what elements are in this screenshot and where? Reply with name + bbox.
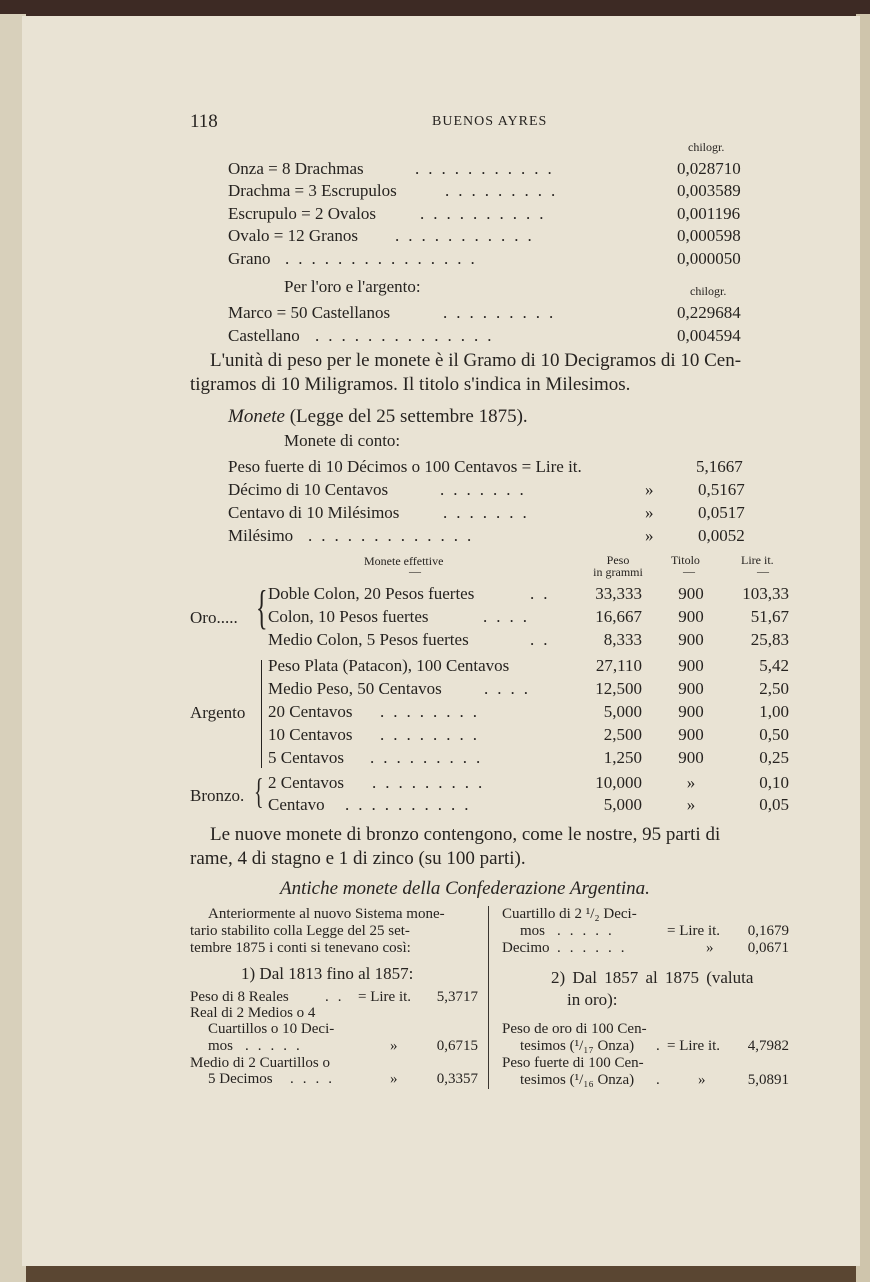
leader-dots: .... — [290, 1071, 341, 1087]
period-heading: 1) Dal 1813 fino al 1857: — [241, 964, 414, 983]
coin-titolo: 900 — [678, 630, 704, 649]
left-entry-value: 0,3357 — [436, 1071, 478, 1087]
leader-dots: ......... — [443, 303, 563, 322]
weight-label: Ovalo = 12 Granos — [228, 226, 358, 245]
coin-titolo: » — [686, 773, 696, 792]
right-entry-label: tesimos (¹/₁₇ Onza) — [520, 1038, 635, 1054]
coin-peso: 12,500 — [595, 679, 642, 698]
header-coin: Monete effettive — [364, 554, 444, 568]
conto-value: 0,0052 — [698, 526, 745, 545]
left-entry-value: 5,3717 — [436, 989, 478, 1005]
right-entry-value: 4,7982 — [747, 1038, 789, 1054]
coin-lire: 0,05 — [759, 795, 789, 814]
coin-lire: 0,10 — [759, 773, 789, 792]
intro-line: tario stabilito colla Legge del 25 set- — [190, 923, 410, 939]
coin-lire: 25,83 — [750, 630, 789, 649]
header-dash: — — [683, 564, 695, 578]
coin-peso: 8,333 — [603, 630, 642, 649]
leader-dots: ...... — [557, 940, 634, 956]
coin-name: 10 Centavos — [268, 725, 353, 744]
ditto-mark: » — [706, 940, 714, 956]
header-weight-unit: in grammi — [593, 565, 643, 579]
equals-lire: = Lire it. — [358, 989, 412, 1005]
header-dash: — — [409, 564, 421, 578]
monete-heading — [228, 406, 528, 428]
weight-label: Drachma = 3 Escrupulos — [228, 181, 397, 200]
weight-label: Escrupulo = 2 Ovalos — [228, 204, 376, 223]
weight-label: Marco = 50 Castellanos — [228, 303, 391, 322]
coin-peso: 5,000 — [603, 795, 642, 814]
coin-lire: 0,50 — [759, 725, 789, 744]
leader-dots: . — [656, 1072, 669, 1088]
group-label: Oro..... — [190, 608, 238, 627]
period-heading: 2) Dal 1857 al 1875 (valuta — [551, 968, 754, 987]
coin-titolo: 900 — [678, 607, 704, 626]
coin-lire: 5,42 — [759, 656, 789, 675]
right-entry-label: Peso fuerte di 100 Cen- — [502, 1055, 644, 1071]
coin-titolo: » — [686, 795, 696, 814]
leader-dots: .. — [530, 584, 557, 603]
gold-unit: chilogr. — [690, 284, 727, 298]
coin-name: Peso Plata (Patacon), 100 Centavos — [268, 656, 510, 675]
group-label: Bronzo. — [190, 786, 245, 805]
leader-dots: .......... — [345, 795, 478, 814]
column-separator — [488, 906, 489, 1089]
coin-titolo: 900 — [678, 702, 704, 721]
monete-heading-italic: Monete — [228, 406, 285, 427]
paragraph-line: tigramos di 10 Miligramos. Il titolo s'indica in Milesimos. — [190, 374, 631, 395]
coin-lire: 0,25 — [759, 748, 789, 767]
coin-titolo: 900 — [678, 584, 704, 603]
coin-lire: 1,00 — [759, 702, 789, 721]
right-entry-label: Cuartillo di 2 ¹/₂ Deci- — [502, 906, 637, 922]
conto-value: 5,1667 — [696, 457, 743, 476]
group-label: Argento — [190, 703, 246, 722]
weight-label: Grano — [228, 249, 271, 268]
leader-dots: .. — [325, 989, 351, 1005]
header-lire: Lire it. — [741, 553, 774, 567]
weight-value: 0,003589 — [677, 181, 741, 200]
coin-lire: 51,67 — [750, 607, 789, 626]
coin-titolo: 900 — [678, 656, 704, 675]
conto-heading: Monete di conto: — [284, 431, 401, 450]
leader-dots: .. — [530, 630, 557, 649]
leader-dots: ......... — [372, 773, 492, 792]
ditto-mark: » — [645, 526, 654, 545]
left-entry-value: 0,6715 — [436, 1038, 478, 1054]
conto-label: Centavo di 10 Milésimos — [228, 503, 400, 522]
weight-value: 0,000050 — [677, 249, 741, 268]
left-entry-label: Medio di 2 Cuartillos o — [190, 1055, 330, 1071]
page-number: 118 — [190, 111, 218, 132]
right-entry-label: mos — [520, 923, 546, 939]
coin-peso: 27,110 — [595, 656, 642, 675]
monete-heading-rest: (Legge del 25 settembre 1875). — [289, 406, 528, 427]
group-brace: { — [256, 581, 268, 634]
left-entry-label: Cuartillos o 10 Deci- — [208, 1021, 335, 1037]
right-entry-label: Decimo — [502, 940, 550, 956]
left-entry-label: Peso di 8 Reales — [190, 989, 289, 1005]
right-entry-value: 0,0671 — [747, 940, 789, 956]
leader-dots: .... — [484, 679, 537, 698]
leader-dots: ..... — [245, 1038, 309, 1054]
coin-name: 20 Centavos — [268, 702, 353, 721]
coin-titolo: 900 — [678, 679, 704, 698]
weight-value: 0,001196 — [677, 204, 741, 223]
coin-peso: 5,000 — [603, 702, 642, 721]
coin-name: Centavo — [268, 795, 325, 814]
right-entry-label: Peso de oro di 100 Cen- — [502, 1021, 647, 1037]
group-brace — [261, 660, 262, 768]
intro-line: tembre 1875 i conti si tenevano così: — [190, 940, 411, 956]
coin-name: Doble Colon, 20 Pesos fuertes — [268, 584, 475, 603]
conto-label: Milésimo — [228, 526, 294, 545]
leader-dots: ........... — [415, 159, 561, 178]
conto-value: 0,0517 — [698, 503, 745, 522]
coin-name: 2 Centavos — [268, 773, 345, 792]
conto-value: 0,5167 — [698, 480, 745, 499]
weight-value: 0,004594 — [677, 326, 741, 345]
weight-label: Onza = 8 Drachmas — [228, 159, 364, 178]
gold-heading: Per l'oro e l'argento: — [284, 277, 421, 296]
leader-dots: .......... — [420, 204, 553, 223]
ditto-mark: » — [645, 503, 654, 522]
coin-peso: 1,250 — [603, 748, 642, 767]
period-heading: in oro): — [567, 990, 618, 1009]
weight-value: 0,028710 — [677, 159, 741, 178]
left-entry-label: Real di 2 Medios o 4 — [190, 1005, 316, 1021]
leader-dots: ....... — [440, 480, 533, 499]
leader-dots: ..... — [557, 923, 621, 939]
coin-name: 5 Centavos — [268, 748, 345, 767]
left-entry-label: mos — [208, 1038, 234, 1054]
coin-lire: 2,50 — [759, 679, 789, 698]
header-weight: Peso — [606, 553, 630, 567]
header-dash: — — [757, 564, 769, 578]
weight-value: 0,000598 — [677, 226, 741, 245]
paragraph-line: L'unità di peso per le monete è il Gramo di 10 Decigramos di 10 Cen- — [210, 350, 742, 371]
equals-lire: = Lire it. — [667, 1038, 721, 1054]
leader-dots: ....... — [443, 503, 536, 522]
leader-dots: ........... — [395, 226, 541, 245]
intro-line: Anteriormente al nuovo Sistema mone- — [208, 906, 445, 922]
leader-dots: .............. — [315, 326, 501, 345]
header-titolo: Titolo — [671, 553, 700, 567]
coin-titolo: 900 — [678, 725, 704, 744]
leader-dots: ........ — [380, 725, 486, 744]
leader-dots: ........ — [380, 702, 486, 721]
left-entry-label: 5 Decimos — [208, 1071, 273, 1087]
leader-dots: ......... — [445, 181, 565, 200]
coin-titolo: 900 — [678, 748, 704, 767]
coin-name: Colon, 10 Pesos fuertes — [268, 607, 429, 626]
coin-name: Medio Peso, 50 Centavos — [268, 679, 442, 698]
running-title: BUENOS AYRES — [432, 114, 548, 129]
paragraph-line: rame, 4 di stagno e 1 di zinco (su 100 parti). — [190, 848, 526, 869]
equals-lire: = Lire it. — [667, 923, 721, 939]
paragraph-line: Le nuove monete di bronzo contengono, come le nostre, 95 parti di — [210, 824, 721, 845]
leader-dots: ............... — [285, 249, 484, 268]
leader-dots: ............. — [308, 526, 481, 545]
weights-unit: chilogr. — [688, 140, 725, 154]
leader-dots: . — [656, 1038, 669, 1054]
coin-peso: 16,667 — [595, 607, 642, 626]
antiche-heading: Antiche monete della Confederazione Argentina. — [280, 878, 650, 899]
ditto-mark: » — [645, 480, 654, 499]
leader-dots: ......... — [370, 748, 490, 767]
weight-label: Castellano — [228, 326, 300, 345]
right-entry-label: tesimos (¹/₁₆ Onza) — [520, 1072, 635, 1088]
leader-dots: .... — [483, 607, 536, 626]
weight-value: 0,229684 — [677, 303, 741, 322]
ditto-mark: » — [390, 1038, 398, 1054]
coin-peso: 10,000 — [595, 773, 642, 792]
ditto-mark: » — [698, 1072, 706, 1088]
group-brace: { — [254, 771, 264, 811]
ditto-mark: » — [390, 1071, 398, 1087]
coin-name: Medio Colon, 5 Pesos fuertes — [268, 630, 469, 649]
conto-label: Peso fuerte di 10 Décimos o 100 Centavos = Lire it. — [228, 457, 582, 476]
right-entry-value: 5,0891 — [747, 1072, 789, 1088]
coin-peso: 2,500 — [603, 725, 642, 744]
right-entry-value: 0,1679 — [747, 923, 789, 939]
coin-lire: 103,33 — [742, 584, 789, 603]
coin-peso: 33,333 — [595, 584, 642, 603]
conto-label: Décimo di 10 Centavos — [228, 480, 389, 499]
